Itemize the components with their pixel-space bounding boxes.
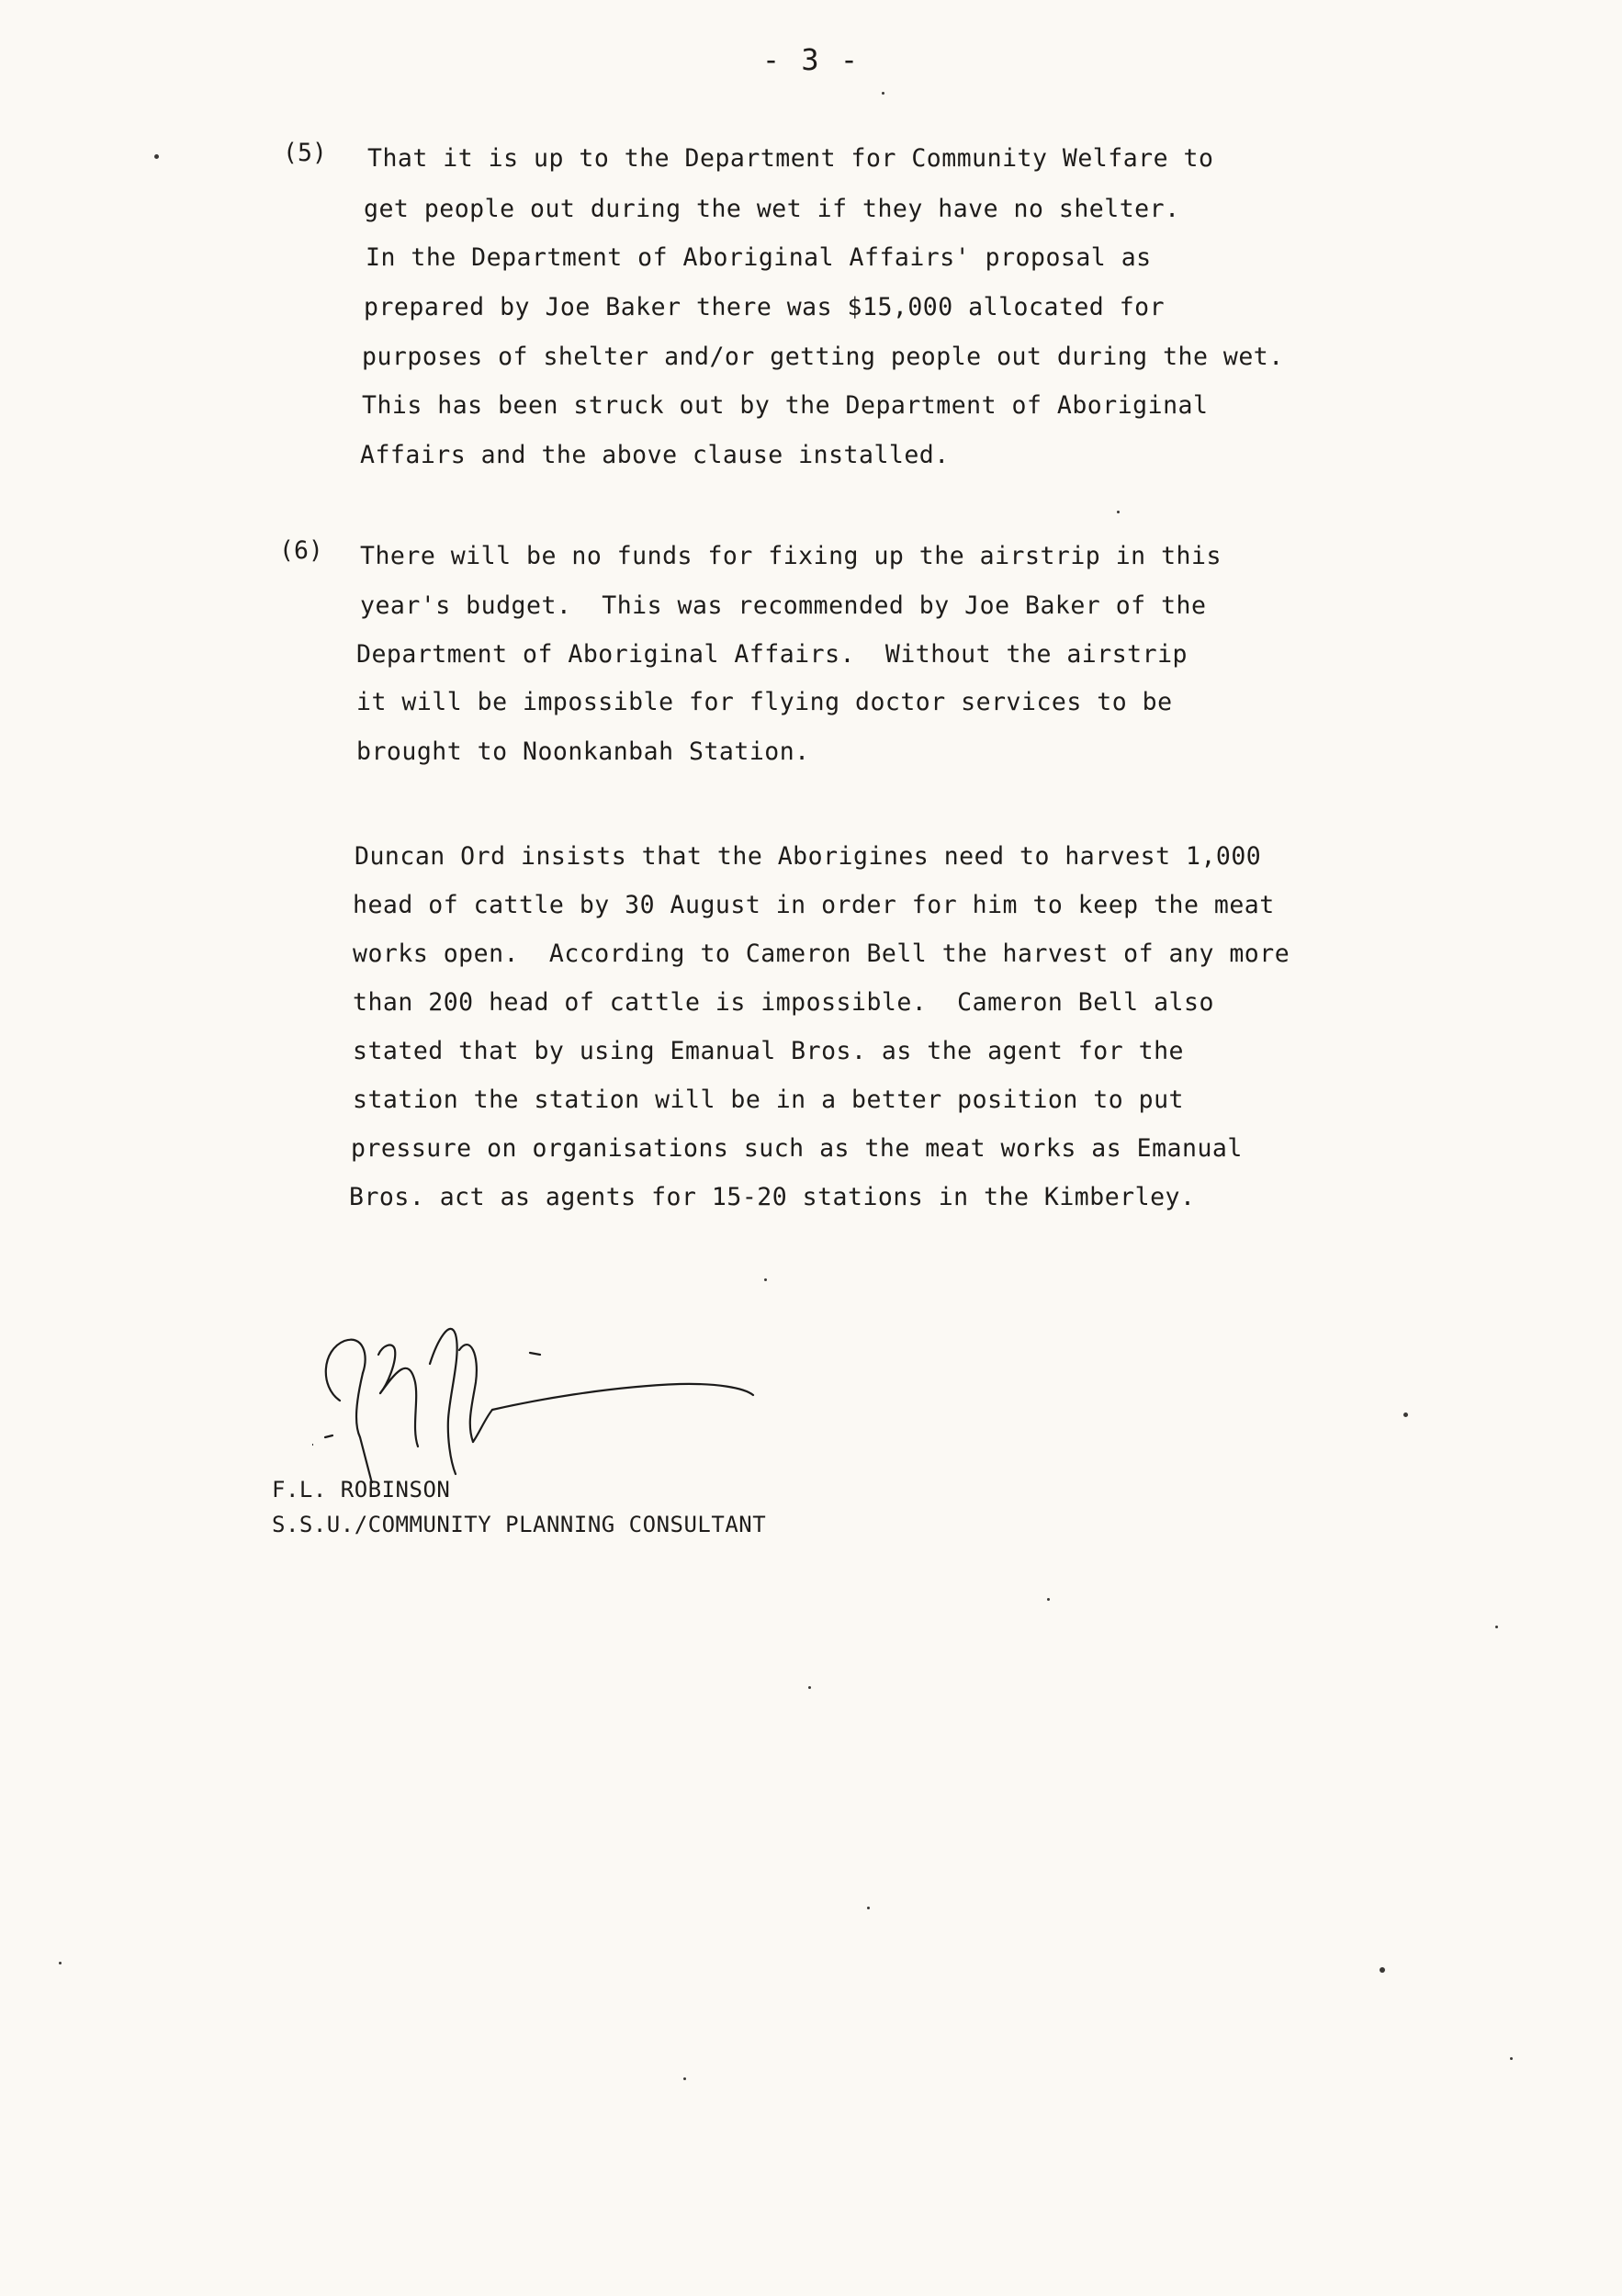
signatory-name: F.L. ROBINSON	[272, 1477, 451, 1503]
item-text-line: There will be no funds for fixing up the airstrip in this	[360, 542, 1222, 570]
item-text-line: it will be impossible for flying doctor services to be	[356, 688, 1173, 716]
paragraph-line: head of cattle by 30 August in order for him to keep the meat	[353, 891, 1275, 919]
item-text-line: In the Department of Aboriginal Affairs' proposal as	[366, 243, 1152, 272]
scan-speck	[764, 1278, 767, 1281]
scan-speck	[1510, 2057, 1513, 2060]
item-text-line: That it is up to the Department for Community Welfare to	[367, 144, 1214, 173]
signatory-title: S.S.U./COMMUNITY PLANNING CONSULTANT	[272, 1512, 767, 1537]
paragraph-line: stated that by using Emanual Bros. as the agent for the	[353, 1037, 1184, 1065]
item-text-line: prepared by Joe Baker there was $15,000 allocated for	[364, 293, 1166, 321]
scan-speck	[1047, 1598, 1050, 1601]
item-text-line: Affairs and the above clause installed.	[360, 441, 950, 469]
scan-speck	[867, 1907, 870, 1909]
paragraph-line: station the station will be in a better position to put	[353, 1086, 1184, 1114]
scan-speck	[1380, 1967, 1385, 1973]
scan-speck	[1495, 1626, 1498, 1628]
paragraph-line: Bros. act as agents for 15-20 stations in the Kimberley.	[349, 1183, 1196, 1211]
item-text-line: get people out during the wet if they have no shelter.	[364, 195, 1180, 223]
scan-speck	[154, 154, 159, 159]
item-number: (5)	[283, 139, 327, 167]
item-text-line: This has been struck out by the Department of Aboriginal	[362, 391, 1209, 420]
paragraph-line: than 200 head of cattle is impossible. Cameron Bell also	[353, 988, 1214, 1017]
item-text-line: year's budget. This was recommended by Joe Baker of the	[360, 591, 1207, 620]
item-text-line: purposes of shelter and/or getting people out during the wet.	[362, 343, 1284, 371]
scan-speck	[808, 1686, 811, 1689]
paragraph-line: pressure on organisations such as the meat works as Emanual	[351, 1134, 1243, 1163]
page-number: - 3 -	[761, 42, 861, 77]
scan-speck	[683, 2077, 686, 2080]
scan-speck	[59, 1962, 62, 1964]
item-text-line: brought to Noonkanbah Station.	[356, 737, 810, 766]
paragraph-line: works open. According to Cameron Bell the harvest of any more	[353, 940, 1290, 968]
item-text-line: Department of Aboriginal Affairs. Without the airstrip	[356, 640, 1188, 669]
scan-speck	[1117, 511, 1120, 513]
scan-speck	[1403, 1412, 1408, 1417]
scan-speck	[882, 92, 884, 95]
handwritten-signature	[312, 1300, 808, 1483]
item-number: (6)	[279, 536, 323, 565]
paragraph-line: Duncan Ord insists that the Aborigines need to harvest 1,000	[355, 842, 1262, 871]
